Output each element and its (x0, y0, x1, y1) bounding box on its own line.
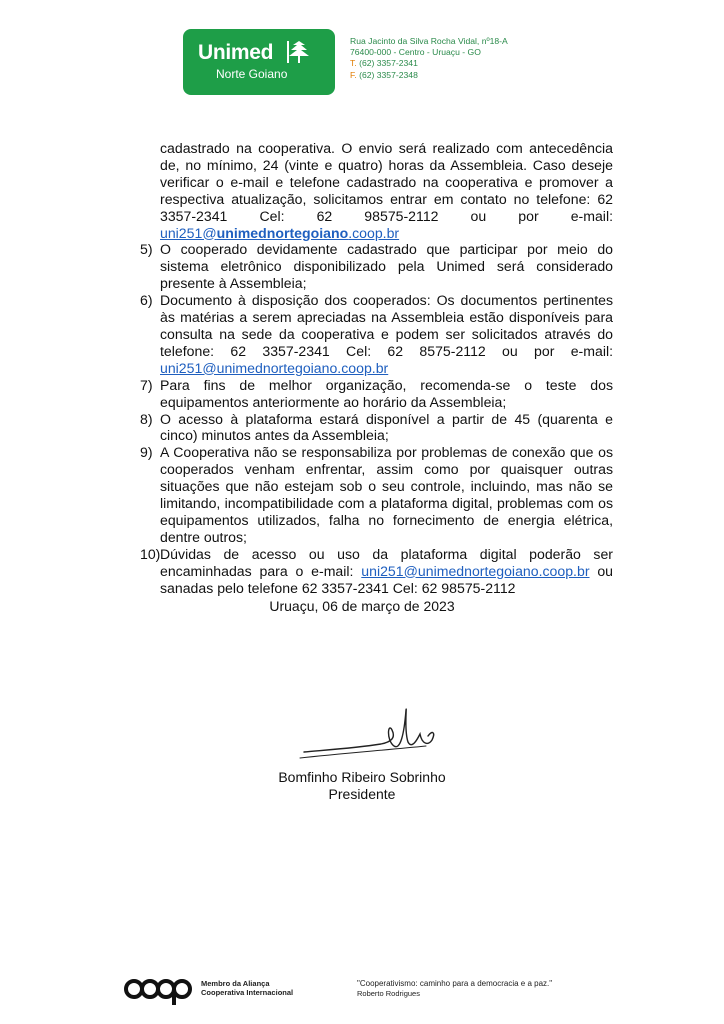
continuation-email-link[interactable]: uni251@unimednortegoiano.coop.br (160, 224, 400, 241)
fax-label: F. (350, 69, 357, 80)
signer-name: Bomfinho Ribeiro Sobrinho (278, 769, 446, 785)
item-text: O cooperado devidamente cadastrado que participar por meio do sistema eletrônico disponibilizado pela Unimed será considerado presente à Assembleia; (160, 241, 613, 292)
item-number: 7) (140, 376, 153, 393)
address-fax: (62) 3357-2348 (359, 69, 418, 80)
continuation-paragraph: cadastrado na cooperativa. O envio será realizado com antecedência de, no mínimo, 24 (vinte e quatro) horas da Assembleia. Caso deseje verificar o e-mail e telefone cadastrado na cooperativa e promover a respectiva atualização, solicitamos entrar em contato no telefone: 62 3357-2341 Cel: 62 98575-2112 ou por e-mail: uni251@unimednortegoiano.coop.br (160, 140, 613, 241)
list-item (140, 411, 613, 445)
coop-logo (124, 972, 196, 1006)
unimed-tree-icon (287, 41, 311, 63)
item-number: 6) (140, 292, 153, 309)
date-line: Uruaçu, 06 de março de 2023 (269, 598, 455, 614)
item-email-link[interactable]: uni251@unimednortegoiano.coop.br (361, 562, 590, 579)
phone-label: T. (350, 58, 357, 69)
item-text: O acesso à plataforma estará disponível a partir de 45 (quarenta e cinco) minutos antes da Assembleia; (160, 410, 613, 444)
signature-image (296, 700, 446, 770)
list-item (140, 241, 613, 292)
footer-quote (357, 979, 552, 999)
address-street: Rua Jacinto da Silva Rocha Vidal, nº18-A (350, 36, 508, 46)
logo-brand: Unimed (198, 41, 274, 64)
quote-text: "Cooperativismo: caminho para a democracia e a paz." (357, 979, 553, 988)
item-text: Documento à disposição dos cooperados: Os documentos pertinentes às matérias a serem apreciadas na Assembleia estão disponíveis para consulta na sede da cooperativa e podem ser solicitados através do telefone: 62 3357-2341 Cel: 62 8575-2112 ou por e-mail: uni251@unimednortegoiano.coop.br (160, 292, 613, 376)
item-number: 5) (140, 241, 153, 258)
list-item (140, 444, 613, 545)
address-phone: (62) 3357-2341 (359, 58, 418, 69)
document-body (140, 140, 613, 596)
list-item (140, 377, 613, 411)
item-number: 8) (140, 410, 153, 427)
list-item (140, 292, 613, 377)
item-text: Para fins de melhor organização, recomenda-se o teste dos equipamentos anteriormente ao horário da Assembleia; (160, 376, 613, 410)
address-city: 76400-000 - Centro - Uruaçu - GO (350, 47, 481, 58)
signer-title: Presidente (328, 786, 396, 802)
membro-alianca: Membro da Aliança Cooperativa Internacional (201, 979, 294, 997)
item-email-link[interactable]: uni251@unimednortegoiano.coop.br (160, 359, 389, 376)
unimed-logo (183, 29, 335, 95)
logo-region: Norte Goiano (216, 67, 288, 81)
quote-author: Roberto Rodrigues (357, 989, 420, 998)
signer-block (0, 769, 724, 803)
item-number: 10) (140, 545, 161, 562)
list-item (140, 546, 613, 597)
item-text: A Cooperativa não se responsabiliza por problemas de conexão que os cooperados venham enfrentar, assim como por quaisquer outras situações que não estejam sob o seu controle, incluindo, mas não se limitando, incompatibilidade com a plataforma digital, problemas com os equipamentos utilizados, falha no fornecimento de energia elétrica, dentre outros; (160, 444, 613, 545)
header-address (350, 36, 508, 81)
item-number: 9) (140, 444, 153, 461)
item-text: Dúvidas de acesso ou uso da plataforma digital poderão ser encaminhadas para o e-mail: uni251@unimednortegoiano.coop.br ou sanadas pelo telefone 62 3357-2341 Cel: 62 98575-2112 (160, 545, 614, 596)
